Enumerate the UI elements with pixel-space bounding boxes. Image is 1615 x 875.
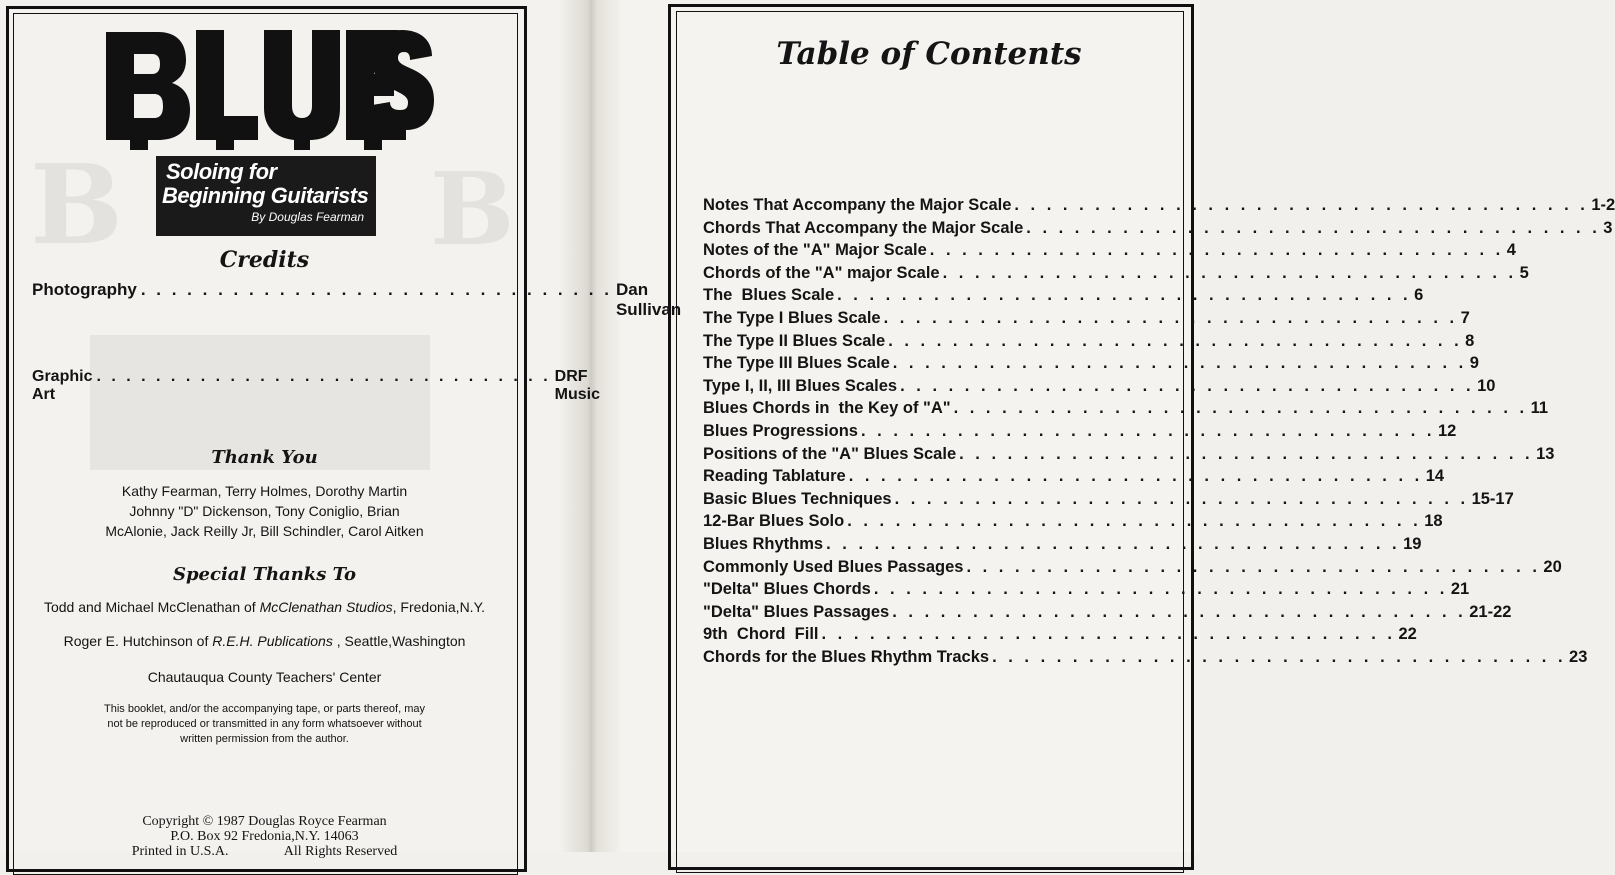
toc-entry-title: Notes That Accompany the Major Scale bbox=[703, 196, 1012, 214]
toc-entry-page: 1-2 bbox=[1591, 196, 1615, 214]
leader-dots: . . . . . . . . . . . . . . . . . . . . . . . . . . . . . . . . . . . . bbox=[929, 241, 1504, 260]
toc-entry bbox=[703, 399, 1549, 422]
toc-entry bbox=[703, 421, 1457, 445]
toc-entry-page: 6 bbox=[1414, 286, 1424, 305]
notice-line: This booklet, and/or the accompanying tape, or parts thereof, may bbox=[103, 703, 425, 715]
toc-entry-title: "Delta" Blues Chords bbox=[703, 580, 871, 599]
toc-title: Table of Contents bbox=[776, 36, 1082, 72]
thank-you-names bbox=[13, 481, 516, 541]
toc-entry-title: Commonly Used Blues Passages bbox=[703, 557, 964, 576]
special-thanks-line bbox=[13, 667, 516, 687]
toc-entry-title: Type I, II, III Blues Scales bbox=[703, 376, 898, 395]
leader-dots: . . . . . . . . . . . . . . . . . . . . . . . . . . . . . . . . . . . . bbox=[953, 399, 1528, 418]
toc-entry-page: 3 bbox=[1603, 218, 1613, 237]
credits-heading: Credits bbox=[219, 247, 310, 273]
toc-entry-title: Reading Tablature bbox=[703, 467, 846, 486]
thank-you-line: Kathy Fearman, Terry Holmes, Dorothy Martin bbox=[121, 483, 408, 499]
special-thanks-text: , Seattle,Washington bbox=[332, 633, 466, 649]
notice-line: written permission from the author. bbox=[180, 733, 349, 745]
leader-dots: . . . . . . . . . . . . . . . . . . . . . . . . . . . . . . . . . . . . bbox=[892, 354, 1467, 373]
toc-entry bbox=[703, 557, 1562, 581]
toc-entry-page: 8 bbox=[1465, 331, 1475, 350]
leader-dots: . . . . . . . . . . . . . . . . . . . . . . . . . . . . . . . . . . . . bbox=[821, 625, 1396, 644]
special-thanks-text: Roger E. Hutchinson of bbox=[63, 633, 213, 649]
leader-dots: . . . . . . . . . . . . . . . . . . . . . . . . . . . . . . . . . . . . bbox=[873, 580, 1448, 599]
author-line: By Douglas Fearman bbox=[251, 210, 364, 224]
toc-entry-title: Chords for the Blues Rhythm Tracks bbox=[703, 647, 990, 666]
notice-line: not be reproduced or transmitted in any form whatsoever without bbox=[107, 718, 422, 730]
subtitle-line2: Beginning Guitarists bbox=[162, 183, 369, 208]
leader-dots: . . . . . . . . . . . . . . . . . . . . . . . . . . . . . . . . . . . . bbox=[900, 376, 1475, 395]
toc-entry-page: 20 bbox=[1543, 557, 1562, 576]
toc-entry bbox=[703, 376, 1496, 400]
toc-entry-page: 4 bbox=[1506, 241, 1516, 260]
toc-entry bbox=[703, 241, 1516, 264]
toc-entry-title: The Type III Blues Scale bbox=[703, 354, 890, 373]
leader-dots: . . . . . . . . . . . . . . . . . . . . . . . . . . . . . . . . . . . . bbox=[894, 489, 1469, 508]
leader-dots: . . . . . . . . . . . . . . . . . . . . . . . . . . . . . . . . . . . . bbox=[860, 421, 1435, 440]
special-thanks-org: R.E.H. Publications bbox=[212, 633, 333, 649]
leader-dots: . . . . . . . . . . . . . . . . . . . . . . . . . . . . . . . . . . . . bbox=[826, 534, 1401, 553]
toc-entry bbox=[703, 196, 1615, 219]
toc-entry bbox=[703, 467, 1445, 490]
toc-entry-title: Chords of the "A" major Scale bbox=[703, 263, 940, 282]
toc-entry-title: Blues Rhythms bbox=[703, 534, 824, 553]
toc-entry-page: 23 bbox=[1569, 647, 1588, 666]
toc-entry-title: Blues Chords in the Key of "A" bbox=[703, 399, 951, 418]
toc-entry bbox=[703, 489, 1514, 513]
toc-entry-title: The Type I Blues Scale bbox=[703, 308, 881, 327]
leader-dots: . . . . . . . . . . . . . . . . . . . . . . . . . . . . . . . . . . . . bbox=[892, 602, 1467, 621]
toc-entry bbox=[703, 354, 1479, 377]
toc-entry-title: The Blues Scale bbox=[703, 286, 835, 305]
toc-entry-page: 11 bbox=[1530, 399, 1549, 418]
special-thanks-line bbox=[13, 597, 516, 617]
toc-entry-page: 5 bbox=[1519, 263, 1529, 282]
toc-entry-page: 9 bbox=[1469, 354, 1479, 373]
leader-dots: . . . . . . . . . . . . . . . . . . . . . . . . . . . . . . . . . . . . bbox=[942, 263, 1517, 282]
leader-dots: . . . . . . . . . . . . . . . . . . . . . . . . . . . . . . . . . . . . bbox=[959, 444, 1534, 463]
credit-role: Photography bbox=[32, 280, 137, 299]
toc-entry-page: 13 bbox=[1536, 444, 1555, 463]
special-thanks-org: McClenathan Studios bbox=[259, 599, 393, 615]
toc-entry-page: 18 bbox=[1424, 512, 1443, 531]
special-thanks-line bbox=[13, 631, 516, 651]
toc-entry-title: 12-Bar Blues Solo bbox=[703, 512, 845, 531]
copyright-line: Printed in U.S.A. All Rights Reserved bbox=[131, 844, 398, 859]
credit-name: DRF Music bbox=[554, 368, 600, 403]
credit-row bbox=[32, 368, 600, 404]
copyright-notice bbox=[13, 702, 516, 747]
toc-entry-title: Blues Progressions bbox=[703, 421, 858, 440]
toc-entry-page: 12 bbox=[1437, 421, 1457, 440]
leader-dots: . . . . . . . . . . . . . . . . . . . . . . . . . . . . . . . . . . . . bbox=[883, 308, 1458, 327]
toc-entry-title: Positions of the "A" Blues Scale bbox=[703, 444, 957, 463]
book-gutter bbox=[560, 0, 620, 852]
toc-entry bbox=[703, 625, 1417, 648]
leader-dots: . . . . . . . . . . . . . . . . . . . . . . . . . . . . . . . . . . . . bbox=[1014, 196, 1589, 214]
copyright-line: Copyright © 1987 Douglas Royce Fearman bbox=[142, 814, 387, 829]
leader-dots: . . . . . . . . . . . . . . . . . . . . . . . . . . . . . . . . . . . . bbox=[1026, 218, 1601, 237]
copyright-block bbox=[13, 814, 516, 859]
credit-name: Dan Sullivan bbox=[615, 280, 682, 319]
toc-entry-title: Chords That Accompany the Major Scale bbox=[703, 218, 1024, 237]
toc-entry bbox=[703, 218, 1613, 242]
copyright-line: P.O. Box 92 Fredonia,N.Y. 14063 bbox=[170, 829, 359, 844]
leader-dots: . . . . . . . . . . . . . . . . . . . . . . . . . . . . . . . . . . . . bbox=[992, 647, 1567, 666]
toc-entry-page: 21 bbox=[1450, 580, 1470, 599]
toc-list bbox=[703, 196, 1615, 670]
subtitle-box bbox=[156, 156, 376, 236]
special-thanks-text: Chautauqua County Teachers' Center bbox=[147, 669, 382, 685]
toc-entry-page: 19 bbox=[1403, 534, 1422, 553]
toc-entry-page: 7 bbox=[1460, 308, 1470, 327]
toc-entry-page: 21-22 bbox=[1469, 602, 1512, 621]
thank-you-line: Johnny "D" Dickenson, Tony Coniglio, Brian bbox=[129, 503, 400, 519]
special-thanks-heading: Special Thanks To bbox=[172, 564, 357, 585]
special-thanks-text: , Fredonia,N.Y. bbox=[392, 599, 485, 615]
subtitle-line1: Soloing for bbox=[166, 159, 277, 184]
toc-entry-title: "Delta" Blues Passages bbox=[703, 602, 890, 621]
toc-entry bbox=[703, 534, 1422, 558]
leader-dots: . . . . . . . . . . . . . . . . . . . . . . . . . . . . . . . . . . . . bbox=[848, 467, 1423, 486]
toc-entry-page: 14 bbox=[1425, 467, 1445, 486]
leader-dots: . . . . . . . . . . . . . . . . . . . . . . . . . . . . . . . . . . . . bbox=[966, 557, 1541, 576]
leader-dots: . . . . . . . . . . . . . . . . . . . . . . . . . . . . . . . . . . . . bbox=[888, 331, 1463, 350]
toc-entry bbox=[703, 647, 1588, 671]
leader-dots: . . . . . . . . . . . . . . . . . . . . . . . . . . . . . . . . . . . . bbox=[837, 286, 1412, 305]
leader-dots: . . . . . . . . . . . . . . . . . . . . . . . . . . . . . . . bbox=[140, 280, 612, 299]
toc-entry bbox=[703, 580, 1470, 603]
toc-entry-page: 22 bbox=[1398, 625, 1417, 644]
toc-entry bbox=[703, 512, 1443, 535]
toc-entry-title: The Type II Blues Scale bbox=[703, 331, 886, 350]
toc-entry bbox=[703, 444, 1555, 468]
toc-entry-title: Notes of the "A" Major Scale bbox=[703, 241, 927, 260]
toc-entry-title: Basic Blues Techniques bbox=[703, 489, 892, 508]
blues-logo bbox=[100, 26, 435, 151]
toc-entry bbox=[703, 263, 1529, 287]
special-thanks-text: Todd and Michael McClenathan of bbox=[43, 599, 260, 615]
leader-dots: . . . . . . . . . . . . . . . . . . . . . . . . . . . . . . . bbox=[96, 368, 551, 385]
toc-entry-page: 10 bbox=[1477, 376, 1496, 395]
toc-entry-page: 15-17 bbox=[1471, 489, 1514, 508]
toc-entry bbox=[703, 602, 1512, 626]
toc-entry bbox=[703, 331, 1475, 355]
thank-you-line: McAlonie, Jack Reilly Jr, Bill Schindler, Carol Aitken bbox=[105, 523, 424, 539]
leader-dots: . . . . . . . . . . . . . . . . . . . . . . . . . . . . . . . . . . . . bbox=[847, 512, 1422, 531]
toc-entry bbox=[703, 286, 1424, 309]
credit-row bbox=[32, 280, 682, 320]
toc-entry bbox=[703, 308, 1470, 332]
show-through-ghost: B bbox=[30, 140, 123, 269]
show-through-ghost: B bbox=[430, 150, 515, 268]
toc-entry-title: 9th Chord Fill bbox=[703, 625, 819, 644]
credit-role: Graphic Art bbox=[32, 368, 93, 403]
thank-you-heading: Thank You bbox=[211, 447, 318, 468]
